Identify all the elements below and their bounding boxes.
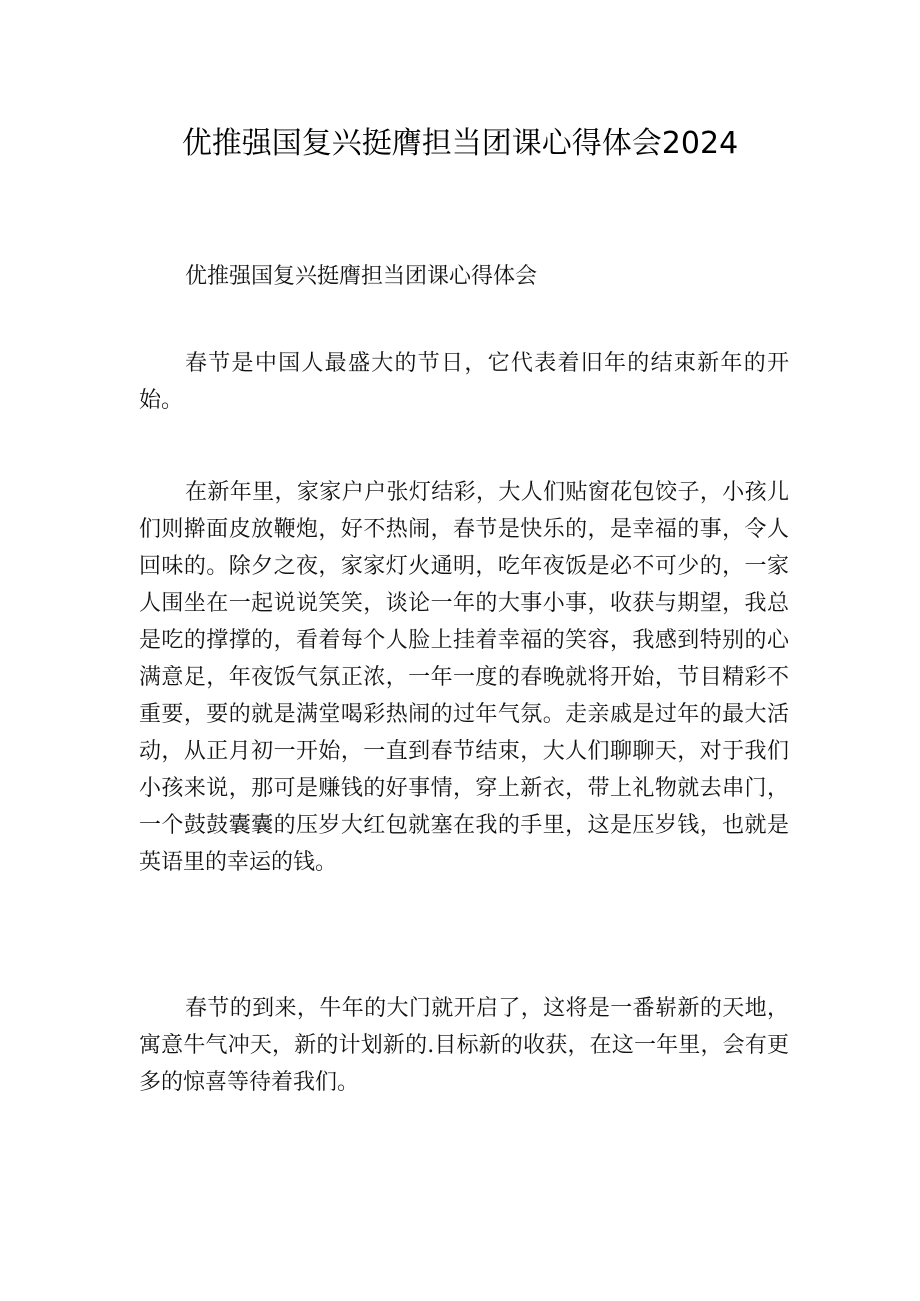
paragraph-2: 在新年里，家家户户张灯结彩，大人们贴窗花包饺子，小孩儿们则擀面皮放鞭炮，好不热闹，春节是快乐的，是幸福的事，令人回味的。除夕之夜，家家灯火通明，吃年夜饭是必不可少的，一家人围坐在一起说说笑笑，谈论一年的大事小事，收获与期望，我总是吃的撑撑的，看着每个人脸上挂着幸福的笑容，我感到特别的心满意足，年夜饭气氛正浓，一年一度的春晚就将开始，节目精彩不重要，要的就是满堂喝彩热闹的过年气氛。走亲戚是过年的最大活动，从正月初一开始，一直到春节结束，大人们聊聊天，对于我们小孩来说，那可是赚钱的好事情，穿上新衣，带上礼物就去串门，一个鼓鼓囊囊的压岁大红包就塞在我的手里，这是压岁钱，也就是英语里的幸运的钱。: [139, 480, 789, 875]
document-title: 优推强国复兴挺膺担当团课心得体会2024: [181, 126, 739, 161]
paragraph-3: 春节的到来，牛年的大门就开启了，这将是一番崭新的天地，寓意牛气冲天，新的计划新的.目标新的收获，在这一年里，会有更多的惊喜等待着我们。: [139, 996, 789, 1095]
document-subtitle: 优推强国复兴挺膺担当团课心得体会: [185, 264, 538, 289]
paragraph-1: 春节是中国人最盛大的节日，它代表着旧年的结束新年的开始。: [139, 351, 789, 413]
